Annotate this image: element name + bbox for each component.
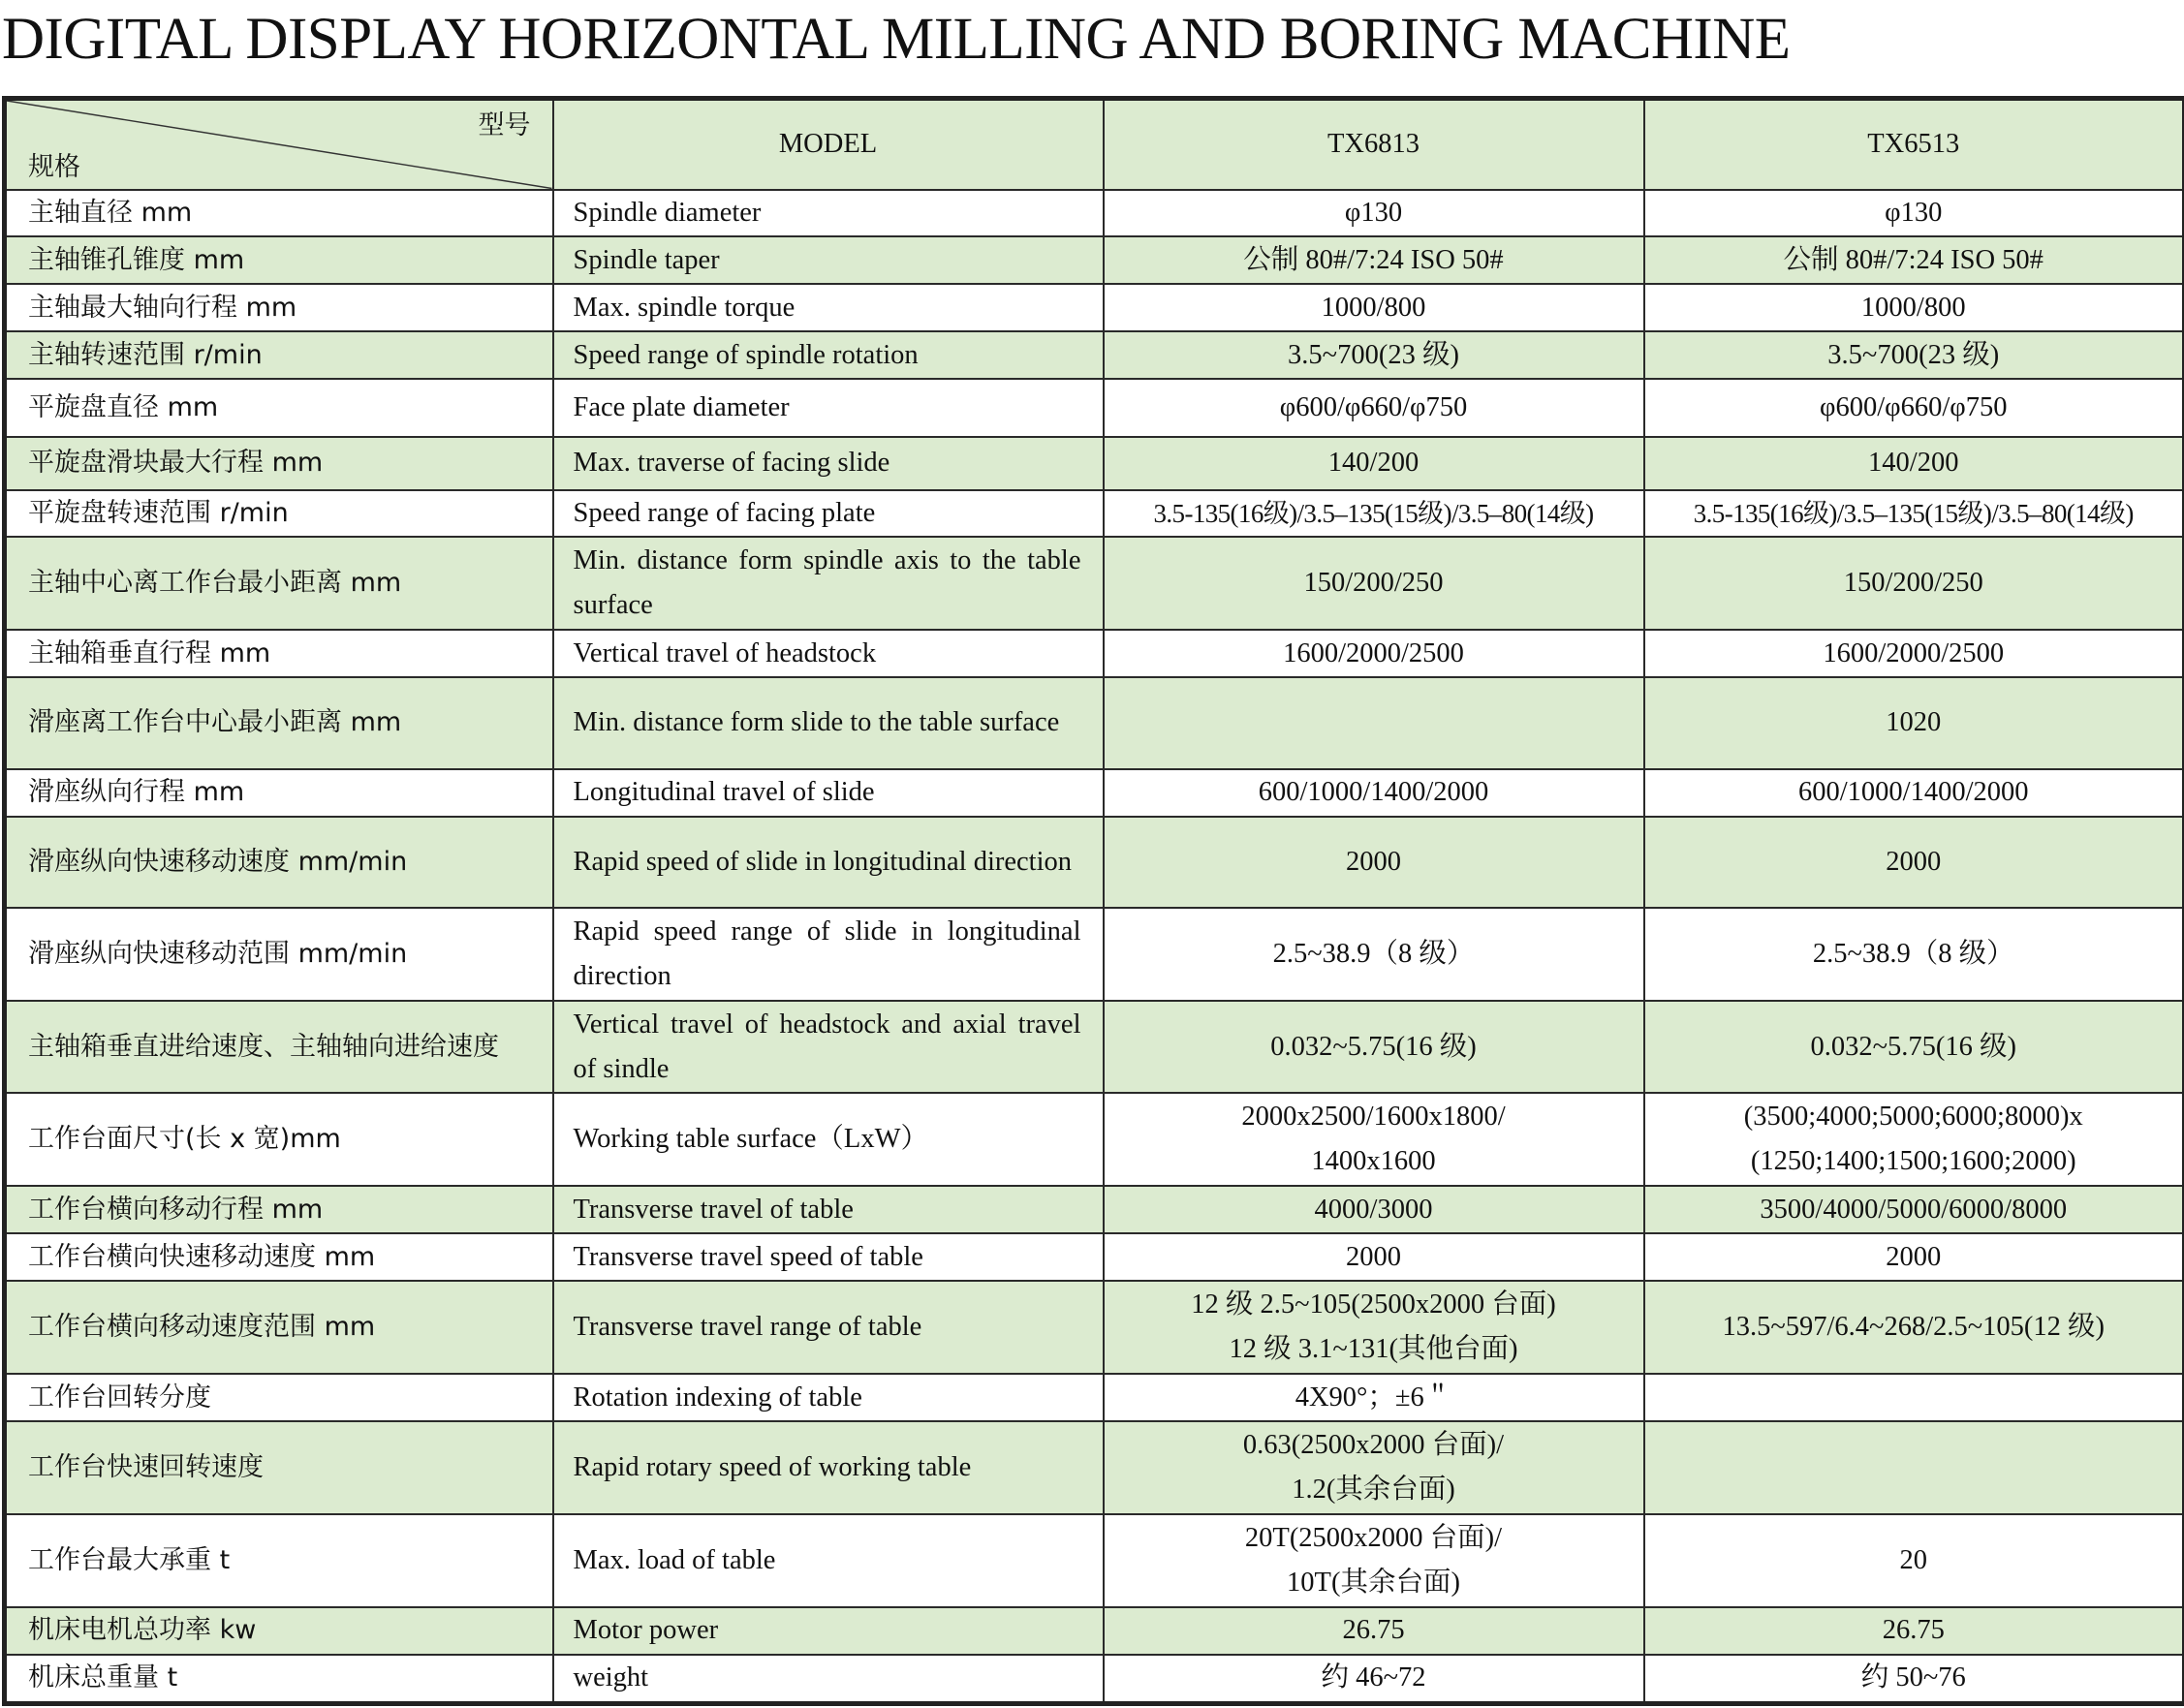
spec-row [5, 1233, 2184, 1281]
value-tx6513: 13.5~597/6.4~268/2.5~105(12 级) [1644, 1281, 2184, 1374]
spec-name-en: Rapid rotary speed of working table [553, 1421, 1104, 1514]
value-tx6813: 1000/800 [1104, 284, 1644, 331]
value-line: 1.2(其余台面) [1292, 1475, 1455, 1506]
value-tx6513: 2000 [1644, 817, 2184, 908]
header-row [5, 99, 2184, 190]
header-corner-cell [5, 99, 553, 190]
spec-name-en: Max. traverse of facing slide [553, 437, 1104, 489]
value-tx6813: 26.75 [1104, 1607, 1644, 1655]
value-tx6813: 3.5~700(23 级) [1104, 331, 1644, 379]
value-tx6813 [1104, 1421, 1644, 1514]
value-tx6813: φ130 [1104, 190, 1644, 237]
spec-row [5, 379, 2184, 437]
model-tx6513-header: TX6513 [1644, 99, 2184, 190]
spec-row [5, 236, 2184, 284]
spec-name-en: Spindle diameter [553, 190, 1104, 237]
value-line: 12 级 3.1~131(其他台面) [1229, 1334, 1518, 1365]
value-tx6513: 0.032~5.75(16 级) [1644, 1001, 2184, 1094]
spec-name-cn: 工作台横向移动行程 mm [5, 1186, 553, 1233]
value-line: (1250;1400;1500;1600;2000) [1750, 1146, 2076, 1177]
spec-row [5, 190, 2184, 237]
spec-name-en: Working table surface（LxW） [553, 1093, 1104, 1186]
diagonal-divider [7, 101, 552, 189]
value-tx6813: 约 46~72 [1104, 1655, 1644, 1704]
value-tx6513: φ600/φ660/φ750 [1644, 379, 2184, 437]
value-tx6513 [1644, 1374, 2184, 1421]
spec-name-cn: 主轴最大轴向行程 mm [5, 284, 553, 331]
spec-name-en: Motor power [553, 1607, 1104, 1655]
value-tx6813: 150/200/250 [1104, 537, 1644, 630]
spec-name-en: Max. load of table [553, 1514, 1104, 1607]
spec-row [5, 1281, 2184, 1374]
spec-name-cn: 主轴直径 mm [5, 190, 553, 237]
spec-name-en: Min. distance form spindle axis to the table surface [553, 537, 1104, 630]
spec-name-en: Min. distance form slide to the table surface [553, 677, 1104, 768]
spec-row [5, 630, 2184, 677]
spec-name-en: Longitudinal travel of slide [553, 769, 1104, 817]
value-tx6813: 2.5~38.9（8 级） [1104, 908, 1644, 1001]
spec-name-cn: 主轴箱垂直行程 mm [5, 630, 553, 677]
spec-row [5, 1093, 2184, 1186]
value-tx6813: 公制 80#/7:24 ISO 50# [1104, 236, 1644, 284]
spec-name-cn: 平旋盘滑块最大行程 mm [5, 437, 553, 489]
spec-name-en: Rapid speed range of slide in longitudinal direction [553, 908, 1104, 1001]
value-tx6513 [1644, 1421, 2184, 1514]
value-tx6813: 1600/2000/2500 [1104, 630, 1644, 677]
value-tx6813 [1104, 1281, 1644, 1374]
spec-name-cn: 主轴箱垂直进给速度、主轴轴向进给速度 [5, 1001, 553, 1094]
spec-name-cn: 主轴转速范围 r/min [5, 331, 553, 379]
value-tx6813: 600/1000/1400/2000 [1104, 769, 1644, 817]
value-line: (3500;4000;5000;6000;8000)x [1743, 1102, 2083, 1133]
value-tx6513: 1000/800 [1644, 284, 2184, 331]
value-tx6813: 0.032~5.75(16 级) [1104, 1001, 1644, 1094]
spec-name-en: Transverse travel range of table [553, 1281, 1104, 1374]
value-line: 2000x2500/1600x1800/ [1241, 1102, 1506, 1133]
value-tx6513: 20 [1644, 1514, 2184, 1607]
spec-table [2, 96, 2184, 1706]
value-tx6813: 4000/3000 [1104, 1186, 1644, 1233]
spec-table-body [5, 190, 2184, 1704]
spec-name-en: Speed range of facing plate [553, 490, 1104, 538]
spec-row [5, 1607, 2184, 1655]
spec-row [5, 331, 2184, 379]
value-tx6513: 150/200/250 [1644, 537, 2184, 630]
value-line: 0.63(2500x2000 台面)/ [1242, 1430, 1505, 1461]
spec-row [5, 1655, 2184, 1704]
spec-name-cn: 滑座纵向行程 mm [5, 769, 553, 817]
spec-row [5, 817, 2184, 908]
spec-name-cn: 主轴中心离工作台最小距离 mm [5, 537, 553, 630]
value-tx6513: 公制 80#/7:24 ISO 50# [1644, 236, 2184, 284]
value-tx6513: 2000 [1644, 1233, 2184, 1281]
spec-row [5, 1514, 2184, 1607]
value-tx6813: φ600/φ660/φ750 [1104, 379, 1644, 437]
spec-name-cn: 工作台快速回转速度 [5, 1421, 553, 1514]
spec-name-en: Transverse travel of table [553, 1186, 1104, 1233]
spec-name-en: Vertical travel of headstock and axial travel of sindle [553, 1001, 1104, 1094]
spec-name-cn: 平旋盘直径 mm [5, 379, 553, 437]
spec-row [5, 437, 2184, 489]
spec-name-cn: 工作台回转分度 [5, 1374, 553, 1421]
spec-name-cn: 工作台横向移动速度范围 mm [5, 1281, 553, 1374]
value-tx6813: 140/200 [1104, 437, 1644, 489]
model-tx6813-header: TX6813 [1104, 99, 1644, 190]
value-line: 12 级 2.5~105(2500x2000 台面) [1191, 1289, 1556, 1320]
value-tx6513: 1020 [1644, 677, 2184, 768]
spec-row [5, 537, 2184, 630]
value-line: 1400x1600 [1311, 1146, 1436, 1177]
value-tx6813 [1104, 1514, 1644, 1607]
value-line: 20T(2500x2000 台面)/ [1244, 1522, 1503, 1553]
spec-name-en: weight [553, 1655, 1104, 1704]
value-tx6513: 3500/4000/5000/6000/8000 [1644, 1186, 2184, 1233]
spec-name-en: Speed range of spindle rotation [553, 331, 1104, 379]
value-tx6813: 3.5-135(16级)/3.5–135(15级)/3.5–80(14级) [1104, 490, 1644, 538]
value-line: 10T(其余台面) [1287, 1567, 1460, 1598]
spec-name-cn: 主轴锥孔锥度 mm [5, 236, 553, 284]
value-tx6813 [1104, 1093, 1644, 1186]
value-tx6513: 2.5~38.9（8 级） [1644, 908, 2184, 1001]
model-header: MODEL [553, 99, 1104, 190]
corner-spec-label: 规格 [28, 151, 80, 182]
value-tx6513: 约 50~76 [1644, 1655, 2184, 1704]
spec-name-cn: 机床总重量 t [5, 1655, 553, 1704]
value-tx6513: 140/200 [1644, 437, 2184, 489]
spec-name-cn: 工作台面尺寸(长 x 宽)mm [5, 1093, 553, 1186]
value-tx6813: 2000 [1104, 1233, 1644, 1281]
spec-name-en: Face plate diameter [553, 379, 1104, 437]
spec-name-en: Transverse travel speed of table [553, 1233, 1104, 1281]
value-tx6513: 26.75 [1644, 1607, 2184, 1655]
spec-name-en: Rapid speed of slide in longitudinal direction [553, 817, 1104, 908]
value-tx6513: 3.5-135(16级)/3.5–135(15级)/3.5–80(14级) [1644, 490, 2184, 538]
value-tx6813: 2000 [1104, 817, 1644, 908]
value-tx6813: 4X90°；±6＂ [1104, 1374, 1644, 1421]
spec-row [5, 908, 2184, 1001]
spec-row [5, 769, 2184, 817]
spec-row [5, 1374, 2184, 1421]
spec-name-cn: 机床电机总功率 kw [5, 1607, 553, 1655]
value-tx6513: 600/1000/1400/2000 [1644, 769, 2184, 817]
spec-row [5, 1186, 2184, 1233]
spec-name-cn: 工作台最大承重 t [5, 1514, 553, 1607]
value-tx6513: 1600/2000/2500 [1644, 630, 2184, 677]
spec-row [5, 677, 2184, 768]
spec-name-cn: 滑座离工作台中心最小距离 mm [5, 677, 553, 768]
spec-name-en: Max. spindle torque [553, 284, 1104, 331]
value-tx6513: φ130 [1644, 190, 2184, 237]
spec-name-en: Vertical travel of headstock [553, 630, 1104, 677]
corner-model-label: 型号 [478, 110, 531, 140]
spec-name-cn: 工作台横向快速移动速度 mm [5, 1233, 553, 1281]
spec-row [5, 1421, 2184, 1514]
spec-row [5, 284, 2184, 331]
spec-name-en: Rotation indexing of table [553, 1374, 1104, 1421]
spec-name-en: Spindle taper [553, 236, 1104, 284]
spec-name-cn: 滑座纵向快速移动速度 mm/min [5, 817, 553, 908]
page-title: DIGITAL DISPLAY HORIZONTAL MILLING AND BORING MACHINE [2, 7, 1791, 72]
spec-name-cn: 滑座纵向快速移动范围 mm/min [5, 908, 553, 1001]
value-tx6513 [1644, 1093, 2184, 1186]
value-tx6813 [1104, 677, 1644, 768]
spec-row [5, 490, 2184, 538]
value-tx6513: 3.5~700(23 级) [1644, 331, 2184, 379]
spec-name-cn: 平旋盘转速范围 r/min [5, 490, 553, 538]
spec-row [5, 1001, 2184, 1094]
